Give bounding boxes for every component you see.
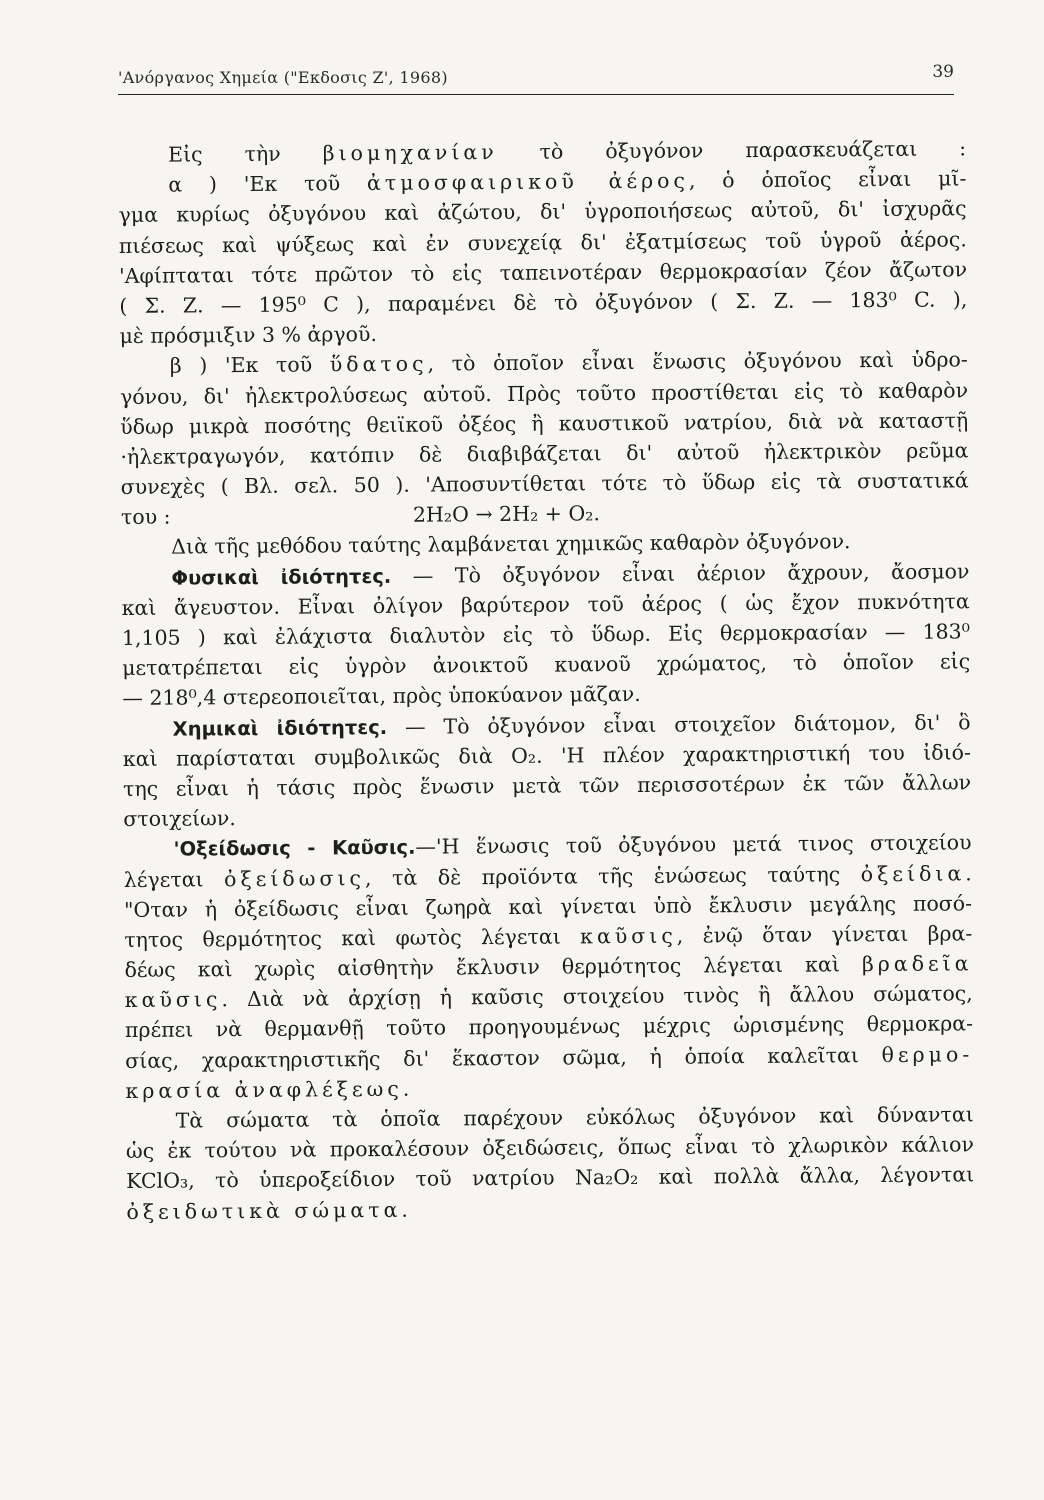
text-run: σίας, χαρακτηριστικῆς δι' ἕκαστον σῶμα, ἡ ὁποία καλεῖται (125, 1042, 882, 1073)
text-run: δέως καὶ χωρὶς αἰσθητὴν ἔκλυσιν θερμότητος λέγεται καὶ (124, 952, 862, 983)
text-run: γμα κυρίως ὀξυγόνου καὶ ἀζώτου, δι' ὑγροποιήσεως αὐτοῦ, δι' ἰσχυρᾶς (118, 196, 967, 228)
text-run: καὶ παρίσταται συμβολικῶς διὰ O₂. 'Η πλέον χαρακτηριστική του ἰδιό- (122, 740, 971, 771)
text-run: — 218⁰,4 στερεοποιεῖται, πρὸς ὑποκύανον μᾶζαν. (122, 682, 641, 711)
text-line (126, 1190, 974, 1227)
running-title: 'Ανόργανος Χημεία ("Εκδοσις Ζ', 1968) (118, 68, 448, 87)
section-heading: Χημικαὶ ἰδιότητες. (172, 715, 388, 741)
spaced-term: καῦσις (580, 923, 677, 949)
text-run: Διὰ τῆς μεθόδου ταύτης λαμβάνεται χημικῶς καθαρὸν ὀξυγόνον. (171, 529, 851, 560)
line-lead: του : (120, 504, 171, 530)
text-run: KClO₃, τὸ ὑπεροξείδιον τοῦ νατρίου Na₂O₂ καὶ πολλὰ ἄλλα, λέγονται (126, 1162, 975, 1194)
text-run: , τὸ ὁποῖον εἶναι ἕνωσις ὀξυγόνου καὶ ὑδρο- (427, 347, 968, 376)
text-run: , ἐνῷ ὅταν γίνεται βρα- (676, 921, 973, 948)
text-run: . (401, 1197, 409, 1222)
text-run: γόνου, δι' ἠλεκτρολύσεως αὐτοῦ. Πρὸς τοῦτο προστίθεται εἰς τὸ καθαρὸν (119, 377, 969, 409)
text-run: 1,105 ) καὶ ἐλάχιστα διαλυτὸν εἰς τὸ ὕδωρ. Εἰς θερμοκρασίαν — 183⁰ (121, 619, 970, 650)
text-run: ( Σ. Ζ. — 195⁰ C ), παραμένει δὲ τὸ ὀξυγόνον ( Σ. Ζ. — 183⁰ C. ), (119, 287, 968, 318)
text-run: . (965, 860, 972, 885)
text-run: — Τὸ ὀξυγόνον εἶναι στοιχεῖον διάτομον, δι' ὃ (387, 709, 971, 739)
text-run: α ) 'Εκ τοῦ (168, 171, 368, 197)
text-run: τὸ ὀξυγόνον παρασκευάζεται : (497, 136, 967, 165)
spaced-term: βιομηχανίαν (322, 140, 498, 166)
spaced-term: ἀτμοσφαιρικοῦ ἀέρος (366, 168, 690, 196)
text-run: συνεχὲς ( Βλ. σελ. 50 ). 'Αποσυντίθεται τότε τὸ ὕδωρ εἰς τὰ συστατικά (120, 468, 969, 500)
section-heading: Φυσικαὶ ἰδιότητες. (171, 564, 392, 590)
spaced-term: θερμο- (881, 1041, 974, 1067)
text-run: . (402, 1076, 410, 1101)
text-run: , τὰ δὲ προϊόντα τῆς ἑνώσεως ταύτης (364, 861, 861, 890)
page-header (118, 64, 954, 95)
text-run: μὲ πρόσμιξιν 3 % ἀργοῦ. (119, 322, 378, 349)
spaced-term: ὀξειδωτικὰ σώματα (126, 1197, 402, 1224)
text-run: ὕδωρ μικρὰ ποσότης θειϊκοῦ ὀξέος ἢ καυστικοῦ νατρίου, διὰ νὰ καταστῇ (120, 408, 969, 439)
text-run: , ὁ ὁποῖος εἶναι μῖ- (688, 166, 967, 193)
page-number: 39 (932, 62, 954, 82)
spaced-term: ὀξείδωσις (223, 865, 366, 891)
spaced-term: βραδεῖα (861, 951, 973, 977)
spaced-term: κρασία ἀναφλέξεως (125, 1076, 403, 1103)
text-run: καὶ ἄγευστον. Εἶναι ὀλίγον βαρύτερον τοῦ ἀέρος ( ὡς ἔχον πυκνότητα (121, 589, 970, 620)
text-run: "Οταν ἡ ὀξείδωσις εἶναι ζωηρὰ καὶ γίνεται ὑπὸ ἔκλυσιν μεγάλης ποσό- (123, 891, 973, 922)
spaced-term: καῦσις (124, 987, 222, 1013)
text-run: Εἰς τὴν (168, 141, 323, 167)
text-run: —'Η ἕνωσις τοῦ ὀξυγόνου μετά τινος στοιχείου (415, 830, 972, 859)
text-run: πιέσεως καὶ ψύξεως καὶ ἐν συνεχείᾳ δι' ἐξατμίσεως τοῦ ὑγροῦ ἀέρος. (118, 226, 967, 258)
text-run: β ) 'Εκ τοῦ (169, 352, 330, 378)
text-run: Τὰ σώματα τὰ ὁποῖα παρέχουν εὐκόλως ὀξυγόνον καὶ δύνανται (175, 1102, 974, 1133)
text-run: μετατρέπεται εἰς ὑγρὸν ἀνοικτοῦ κυανοῦ χρώματος, τὸ ὁποῖον εἰς (122, 649, 971, 681)
text-run: 'Αφίπταται τότε πρῶτον τὸ εἰς ταπεινοτέραν θερμοκρασίαν ζέον ἄζωτον (118, 257, 968, 288)
text-run: πρέπει νὰ θερμανθῇ τοῦτο προηγουμένως μέχρις ὡρισμένης θερμοκρα- (124, 1011, 974, 1043)
spaced-term: ὕδατος (329, 351, 428, 377)
body-text (118, 133, 975, 1226)
section-heading: 'Οξείδωσις - Καῦσις. (173, 835, 416, 861)
spaced-term: ὀξείδια (860, 860, 966, 886)
text-run: στοιχείων. (123, 806, 236, 832)
text-run: της εἶναι ἡ τάσις πρὸς ἕνωσιν μετὰ τῶν περισσοτέρων ἐκ τῶν ἄλλων (123, 770, 972, 801)
text-run: . Διὰ νὰ ἀρχίσῃ ἡ καῦσις στοιχείου τινὸς ἢ ἄλλου σώματος, (221, 981, 973, 1012)
text-run: ὡς ἐκ τούτου νὰ προκαλέσουν ὀξειδώσεις, ὅπως εἶναι τὸ χλωρικὸν κάλιον (125, 1132, 975, 1164)
text-run: λέγεται (123, 866, 225, 892)
text-run: τητος θερμότητος καὶ φωτὸς λέγεται (124, 924, 581, 952)
text-run: — Τὸ ὀξυγόνον εἶναι ἀέριον ἄχρουν, ἄοσμον (391, 558, 970, 588)
text-run: ·ἠλεκτραγωγόν, κατόπιν δὲ διαβιβάζεται δι' αὐτοῦ ἠλεκτρικὸν ρεῦμα (120, 438, 969, 469)
text-run: 2H₂O → 2H₂ + O₂. (412, 501, 601, 527)
